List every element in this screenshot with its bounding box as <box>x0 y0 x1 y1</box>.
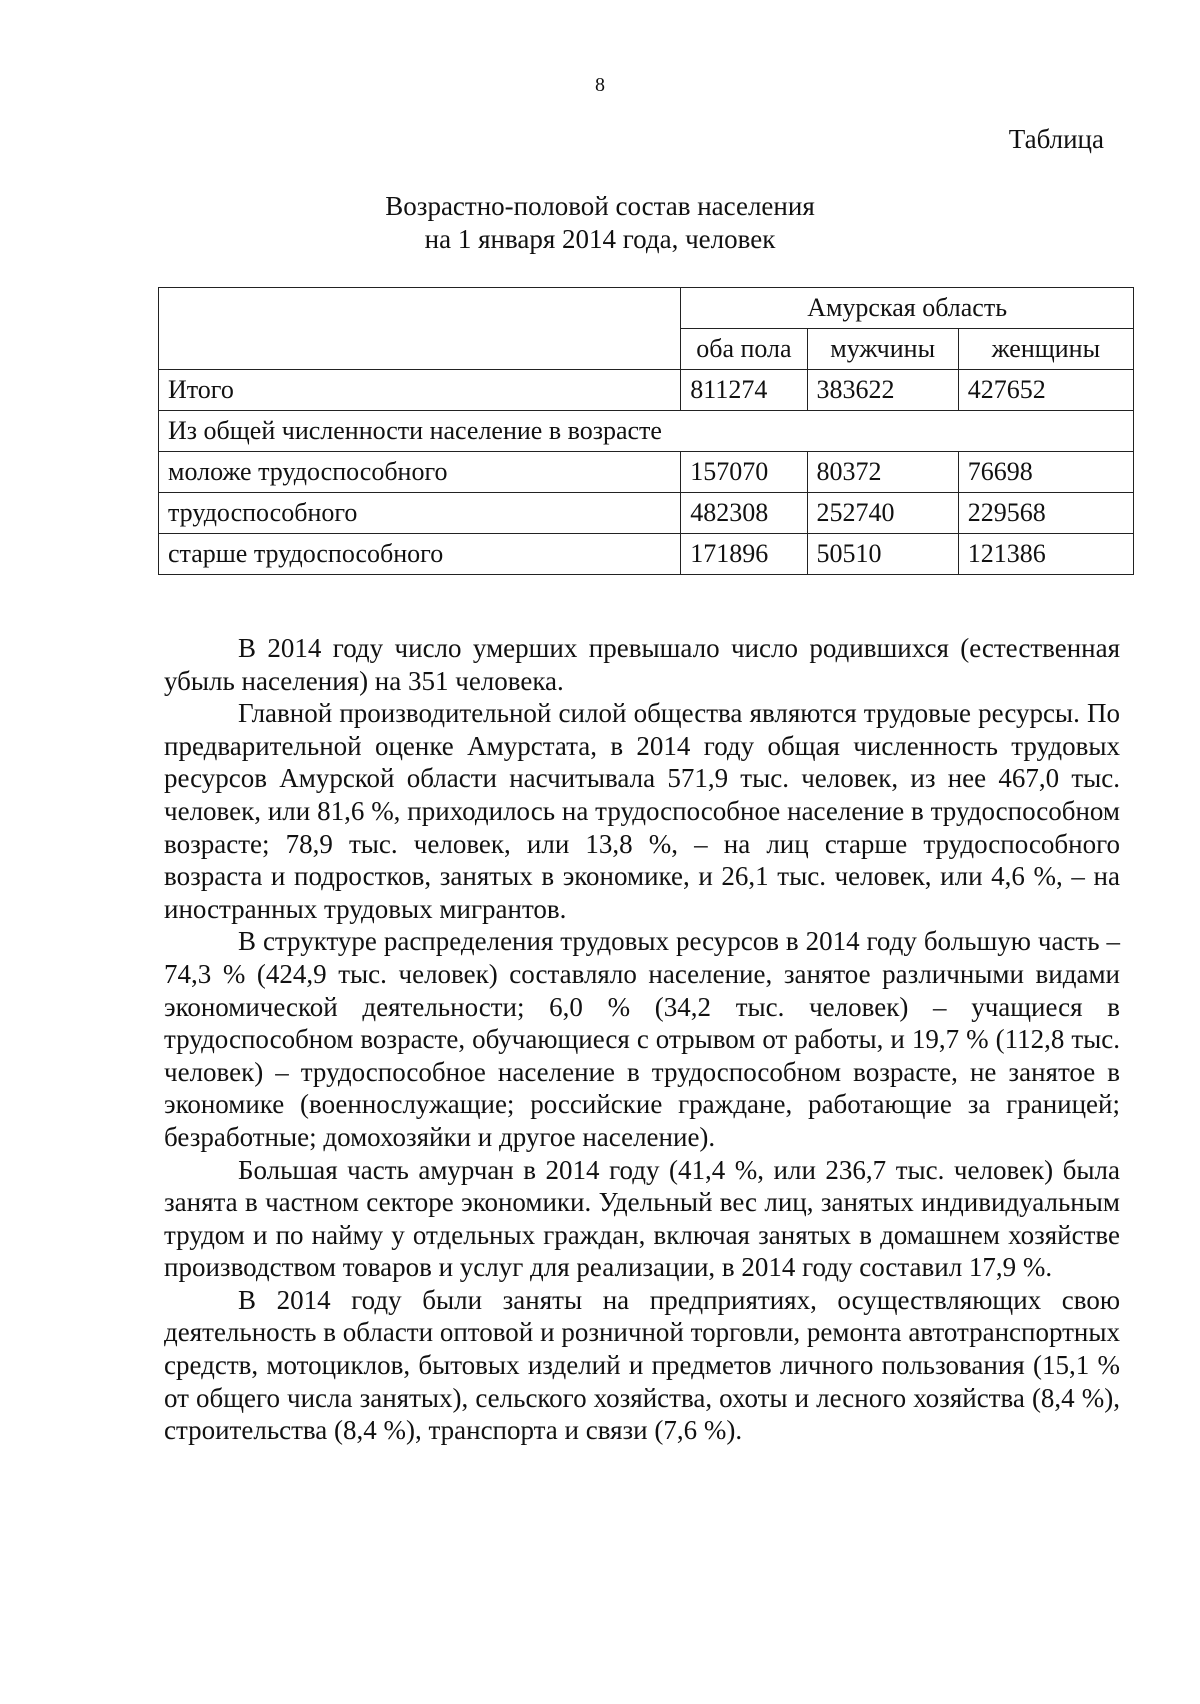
table-row <box>159 452 1134 493</box>
population-table <box>158 287 1134 575</box>
region-header: Амурская область <box>681 288 1134 329</box>
row-label: моложе трудоспособного <box>159 452 681 493</box>
body-text <box>164 632 1120 1447</box>
table-header-row-region <box>159 288 1134 329</box>
row-label: трудоспособного <box>159 493 681 534</box>
cell-women: 76698 <box>958 452 1133 493</box>
page-number: 8 <box>595 74 605 96</box>
title-line-2: на 1 января 2014 года, человек <box>424 224 776 254</box>
paragraph: В 2014 году число умерших превышало число родившихся (естественная убыль населения) на 351 человека. <box>164 633 1120 696</box>
cell-both-sexes: 482308 <box>681 493 807 534</box>
cell-women: 121386 <box>958 534 1133 575</box>
table-subheader: Из общей численности население в возрасте <box>159 411 1134 452</box>
cell-both-sexes: 157070 <box>681 452 807 493</box>
table-corner-cell <box>159 288 681 370</box>
paragraph: В структуре распределения трудовых ресурсов в 2014 году большую часть – 74,3 % (424,9 тыс. человек) составляло население, занятое различными видами экономической деятельности; 6,0 % (34,2 тыс. человек) – учащиеся в трудоспособном возрасте, обучающиеся с отрывом от работы, и 19,7 % (112,8 тыс. человек) – трудоспособное население в трудоспособном возрасте, не занятое в экономике (военнослужащие; российские граждане, работающие за границей; безработные; домохозяйки и другое население). <box>164 926 1120 1152</box>
paragraph: Главной производительной силой общества являются трудовые ресурсы. По предварительной оценке Амурстата, в 2014 году общая численность трудовых ресурсов Амурской области насчитывала 571,9 тыс. человек, из нее 467,0 тыс. человек, или 81,6 %, приходилось на трудоспособное население в трудоспособном возрасте; 78,9 тыс. человек, или 13,8 %, – на лиц старше трудоспособного возраста и подростков, занятых в экономике, и 26,1 тыс. человек, или 4,6 %, – на иностранных трудовых мигрантов. <box>164 698 1120 924</box>
table-row <box>159 493 1134 534</box>
cell-men: 252740 <box>807 493 958 534</box>
table-row-total <box>159 370 1134 411</box>
paragraph: В 2014 году были заняты на предприятиях, осуществляющих свою деятельность в области оптовой и розничной торговли, ремонта автотранспортных средств, мотоциклов, бытовых изделий и предметов личного пользования (15,1 % от общего числа занятых), сельского хозяйства, охоты и лесного хозяйства (8,4 %), строительства (8,4 %), транспорта и связи (7,6 %). <box>164 1284 1120 1446</box>
cell-women: 229568 <box>958 493 1133 534</box>
column-header-both-sexes: оба пола <box>681 329 807 370</box>
column-header-women: женщины <box>958 329 1133 370</box>
table-row <box>159 534 1134 575</box>
table-caption: Таблица <box>1008 124 1104 154</box>
row-label: старше трудоспособного <box>159 534 681 575</box>
cell-both-sexes: 811274 <box>681 370 807 411</box>
column-header-men: мужчины <box>807 329 958 370</box>
cell-men: 50510 <box>807 534 958 575</box>
cell-both-sexes: 171896 <box>681 534 807 575</box>
row-label: Итого <box>159 370 681 411</box>
cell-men: 383622 <box>807 370 958 411</box>
cell-women: 427652 <box>958 370 1133 411</box>
title-line-1: Возрастно-половой состав населения <box>385 191 815 221</box>
cell-men: 80372 <box>807 452 958 493</box>
table-subheader-row <box>159 411 1134 452</box>
document-title <box>0 190 1200 256</box>
paragraph: Большая часть амурчан в 2014 году (41,4 %, или 236,7 тыс. человек) была занята в частном секторе экономики. Удельный вес лиц, занятых индивидуальным трудом и по найму у отдельных граждан, включая занятых в домашнем хозяйстве производством товаров и услуг для реализации, в 2014 году составил 17,9 %. <box>164 1154 1120 1283</box>
